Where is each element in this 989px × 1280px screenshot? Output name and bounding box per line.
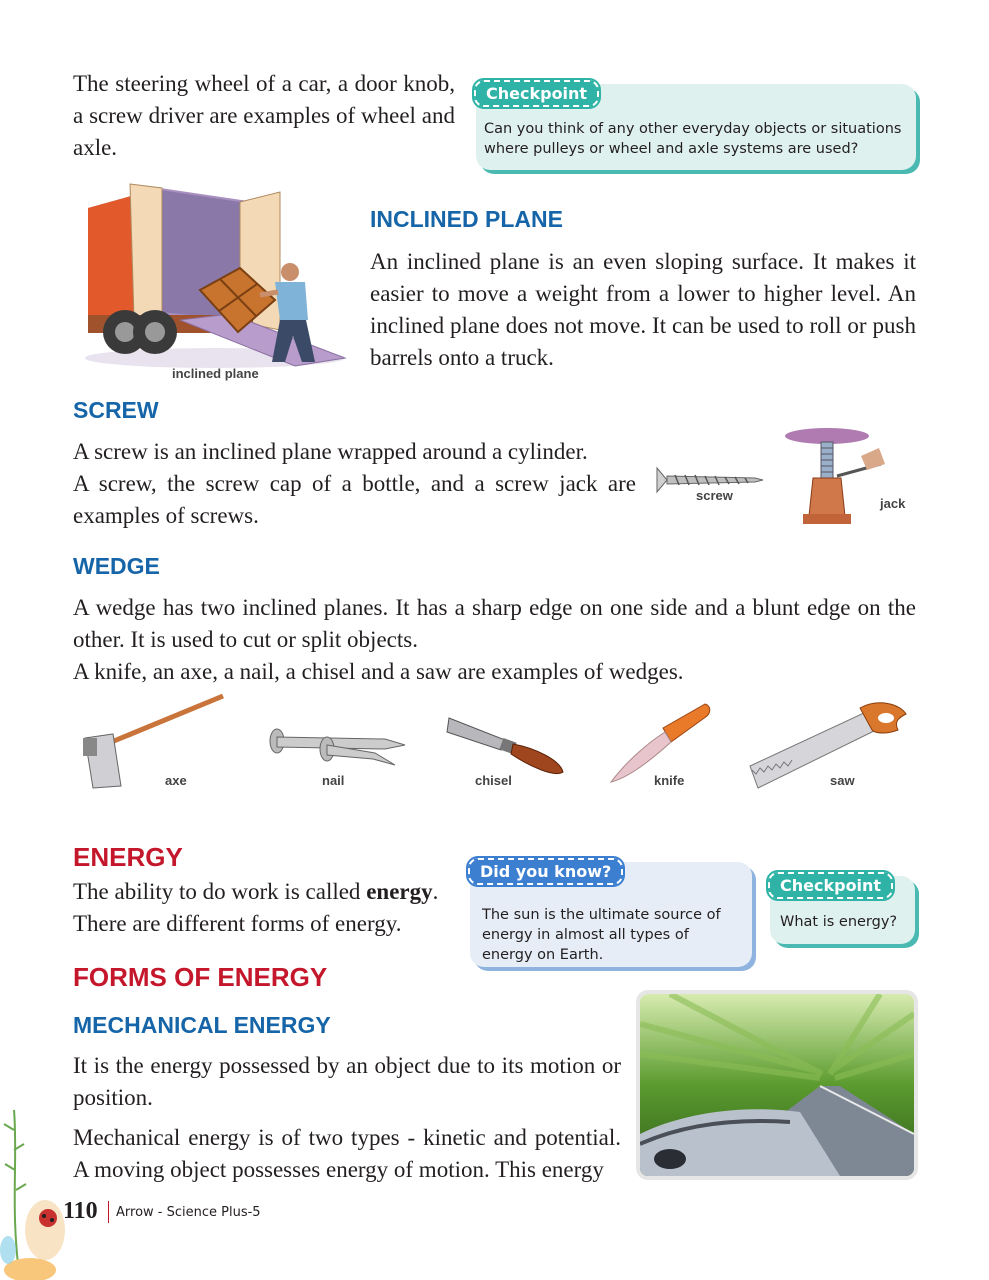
inclined-plane-heading: INCLINED PLANE bbox=[370, 206, 563, 232]
page-number: 110 bbox=[63, 1198, 98, 1224]
nail-illustration bbox=[265, 725, 410, 775]
checkpoint-label: Checkpoint bbox=[474, 80, 599, 107]
mechanical-energy-definition: It is the energy possessed by an object due to its motion or position. bbox=[73, 1053, 621, 1110]
tool-caption-nail: nail bbox=[322, 773, 345, 788]
inclined-plane-illustration bbox=[80, 180, 350, 375]
screw-caption: screw bbox=[696, 488, 733, 503]
checkpoint-label-2: Checkpoint bbox=[768, 872, 893, 899]
screw-definition: A screw is an inclined plane wrapped around a cylinder. bbox=[73, 439, 588, 464]
axe-illustration bbox=[75, 690, 235, 790]
screw-heading: SCREW bbox=[73, 397, 159, 423]
book-title: Arrow - Science Plus-5 bbox=[116, 1205, 261, 1220]
energy-definition: The ability to do work is called energy. There are different forms of energy. bbox=[73, 879, 439, 936]
tool-caption-axe: axe bbox=[165, 773, 187, 788]
checkpoint-question: Can you think of any other everyday objects or situations where pulleys or wheel and axle systems are used? bbox=[484, 121, 902, 157]
jack-caption: jack bbox=[880, 496, 906, 511]
wedge-definition: A wedge has two inclined planes. It has a sharp edge on one side and a blunt edge on the other. It is used to cut or split objects. bbox=[73, 595, 916, 652]
screw-examples: A screw, the screw cap of a bottle, and a screw jack are examples of screws. bbox=[73, 471, 636, 528]
tool-caption-saw: saw bbox=[830, 773, 855, 788]
energy-heading: ENERGY bbox=[73, 842, 183, 872]
floral-decoration bbox=[0, 1100, 70, 1280]
moving-car-photo bbox=[640, 994, 914, 1176]
checkpoint-question-2: What is energy? bbox=[780, 914, 898, 930]
chisel-illustration bbox=[445, 710, 570, 780]
wheel-axle-examples-text: The steering wheel of a car, a door knob, a screw driver are examples of wheel and axle. bbox=[73, 71, 455, 160]
forms-of-energy-heading: FORMS OF ENERGY bbox=[73, 962, 328, 992]
wedge-heading: WEDGE bbox=[73, 553, 160, 579]
mechanical-energy-heading: MECHANICAL ENERGY bbox=[73, 1012, 331, 1038]
mechanical-energy-types: Mechanical energy is of two types - kinetic and potential. A moving object possesses energy of motion. This energy bbox=[73, 1125, 621, 1182]
energy-term: energy bbox=[366, 879, 433, 904]
tool-caption-chisel: chisel bbox=[475, 773, 512, 788]
did-you-know-label: Did you know? bbox=[468, 858, 623, 885]
inclined-plane-caption: inclined plane bbox=[172, 366, 259, 381]
tool-caption-knife: knife bbox=[654, 773, 685, 788]
wedge-examples: A knife, an axe, a nail, a chisel and a saw are examples of wedges. bbox=[73, 659, 684, 684]
footer-divider bbox=[108, 1201, 109, 1223]
screw-jack-illustration bbox=[785, 428, 885, 526]
inclined-plane-text: An inclined plane is an even sloping surface. It makes it easier to move a weight from a lower to higher level. An inclined plane does not move. It can be used to roll or push barrels onto a truck. bbox=[370, 249, 916, 370]
did-you-know-text: The sun is the ultimate source of energy in almost all types of energy on Earth. bbox=[482, 907, 721, 963]
